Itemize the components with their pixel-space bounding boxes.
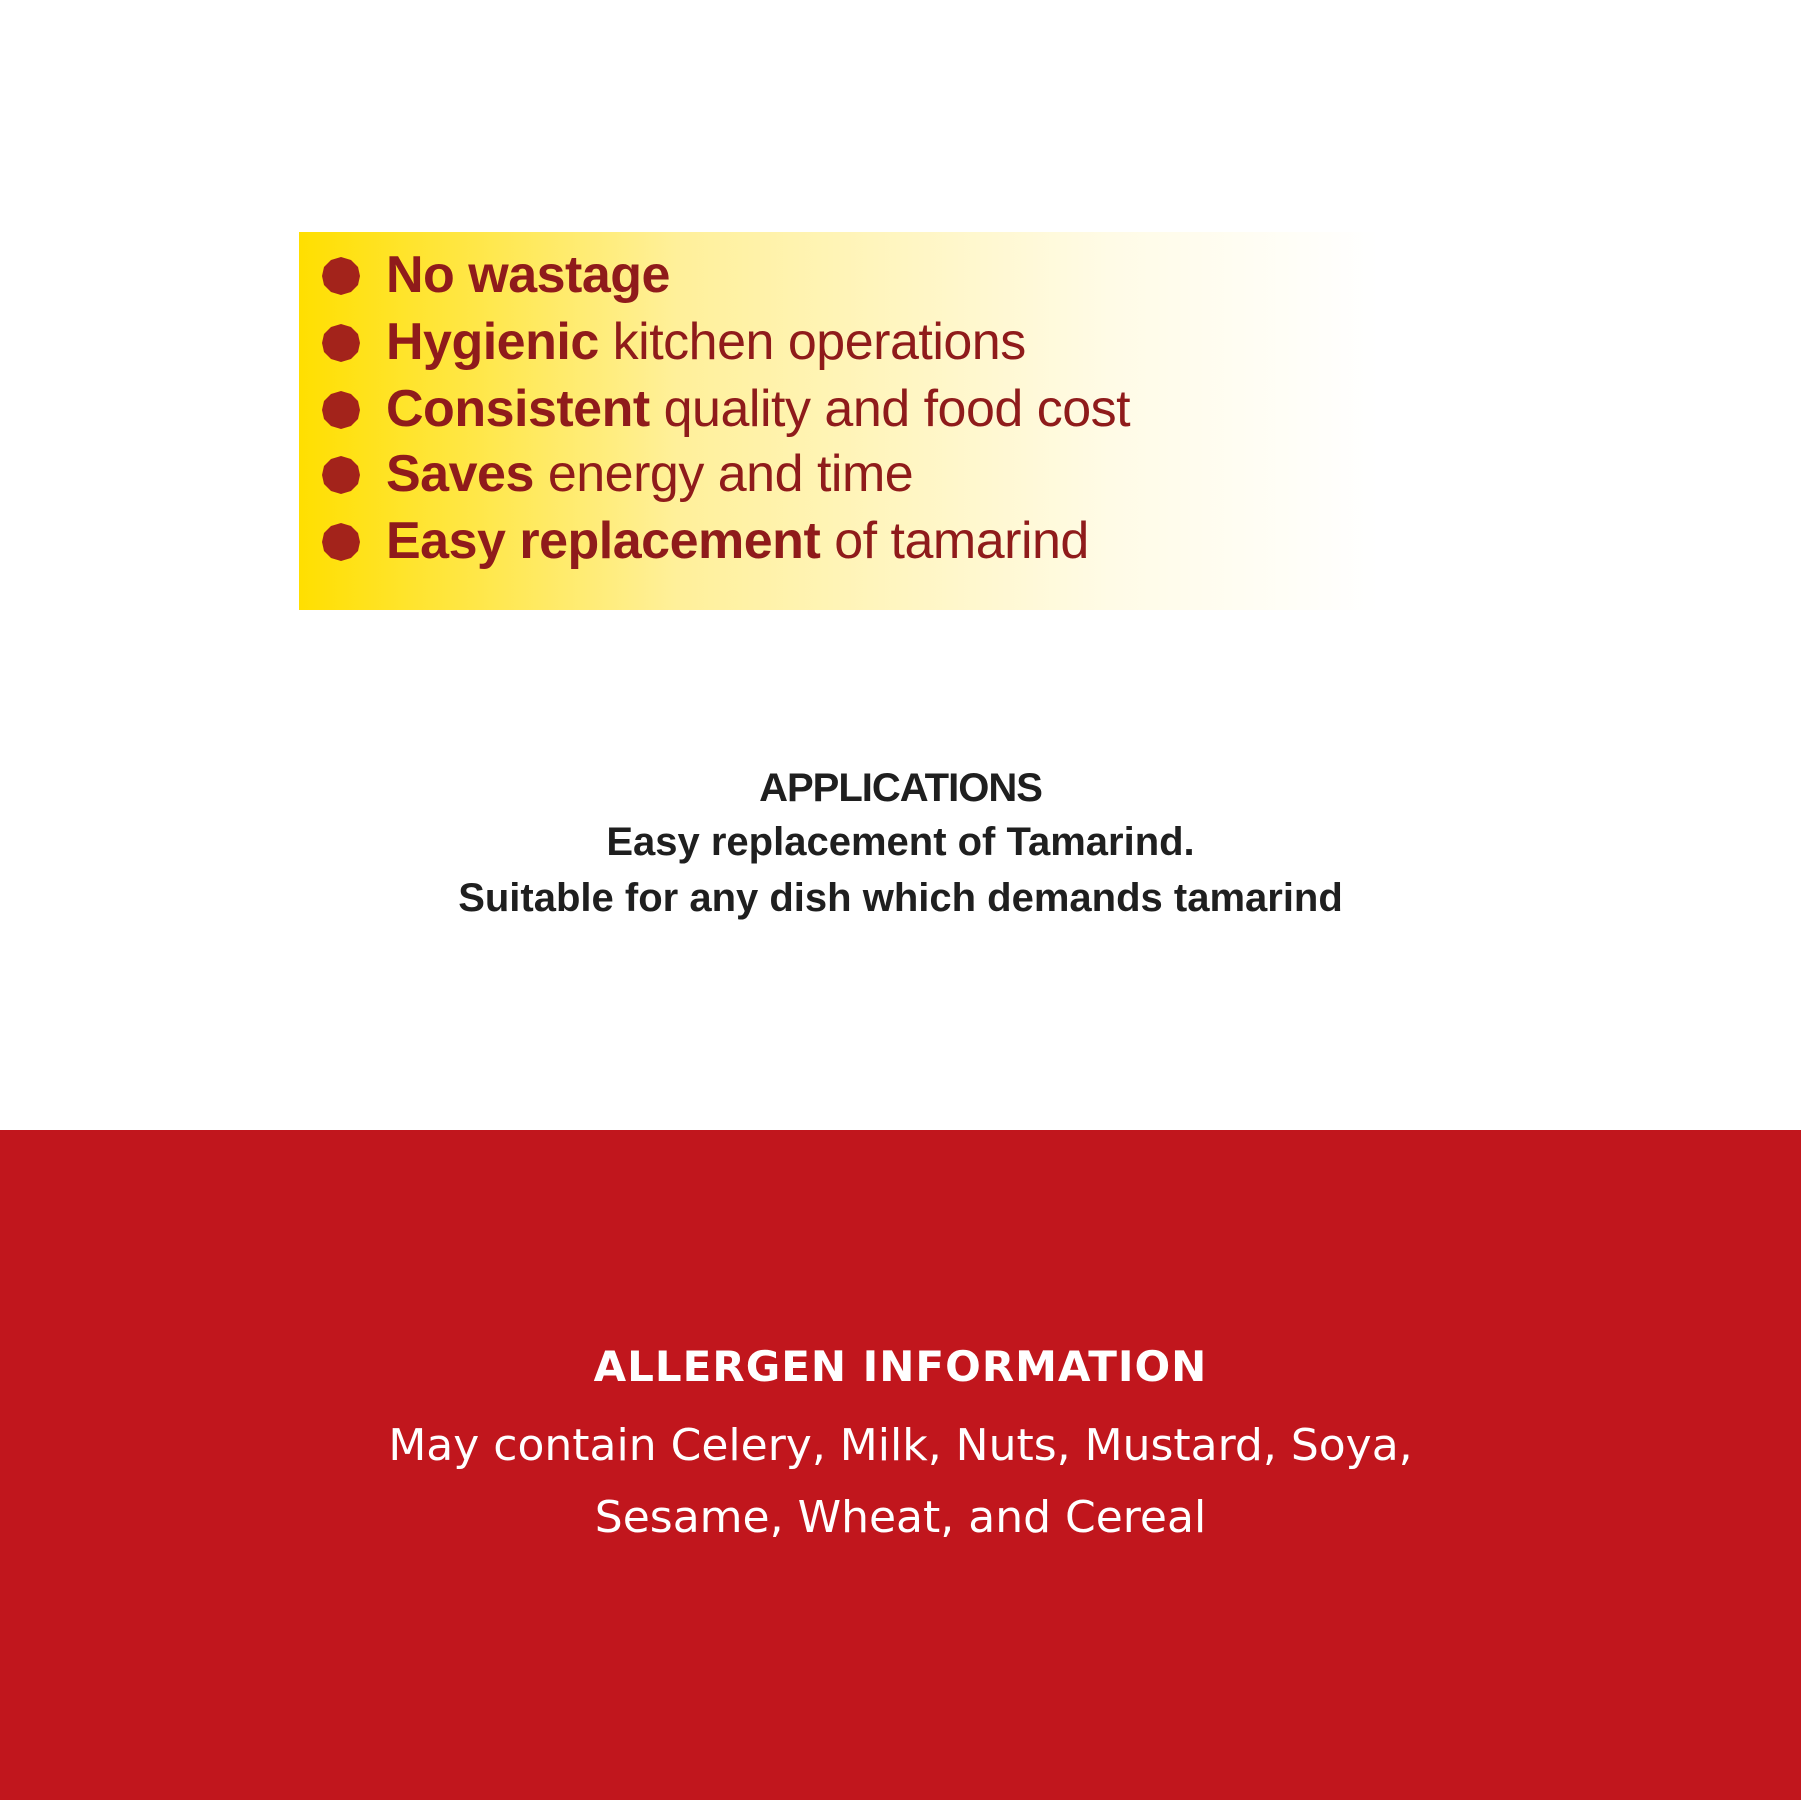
applications-heading: APPLICATIONS bbox=[759, 766, 1042, 810]
benefit-normal-text: of tamarind bbox=[820, 512, 1089, 570]
applications-line: Easy replacement of Tamarind. bbox=[606, 820, 1195, 864]
applications-section bbox=[0, 762, 1801, 926]
benefit-text bbox=[386, 376, 1130, 442]
benefit-bold-text: Saves bbox=[386, 445, 534, 503]
benefit-normal-text: kitchen operations bbox=[598, 313, 1026, 371]
bullet-icon bbox=[321, 522, 361, 562]
benefit-bold-text: Easy replacement bbox=[386, 512, 821, 570]
benefit-text bbox=[386, 508, 1089, 574]
benefits-panel bbox=[299, 232, 1379, 610]
allergen-text bbox=[0, 1410, 1801, 1554]
bullet-icon bbox=[321, 455, 361, 495]
benefit-text bbox=[386, 441, 913, 507]
allergen-line: Sesame, Wheat, and Cereal bbox=[594, 1492, 1207, 1543]
benefit-normal-text: quality and food cost bbox=[649, 380, 1131, 438]
bullet-icon bbox=[321, 390, 361, 430]
allergen-heading: ALLERGEN INFORMATION bbox=[593, 1342, 1208, 1391]
benefit-text bbox=[386, 309, 1026, 375]
benefit-bold-text: No wastage bbox=[386, 246, 670, 304]
applications-line: Suitable for any dish which demands tamarind bbox=[458, 876, 1343, 920]
bullet-icon bbox=[321, 323, 361, 363]
benefit-bold-text: Hygienic bbox=[386, 313, 599, 371]
allergen-section bbox=[0, 1130, 1801, 1800]
bullet-icon bbox=[321, 256, 361, 296]
benefit-normal-text: energy and time bbox=[533, 445, 914, 503]
allergen-line: May contain Celery, Milk, Nuts, Mustard, Soya, bbox=[388, 1420, 1413, 1471]
benefit-bold-text: Consistent bbox=[386, 380, 650, 438]
benefit-text bbox=[386, 242, 670, 308]
